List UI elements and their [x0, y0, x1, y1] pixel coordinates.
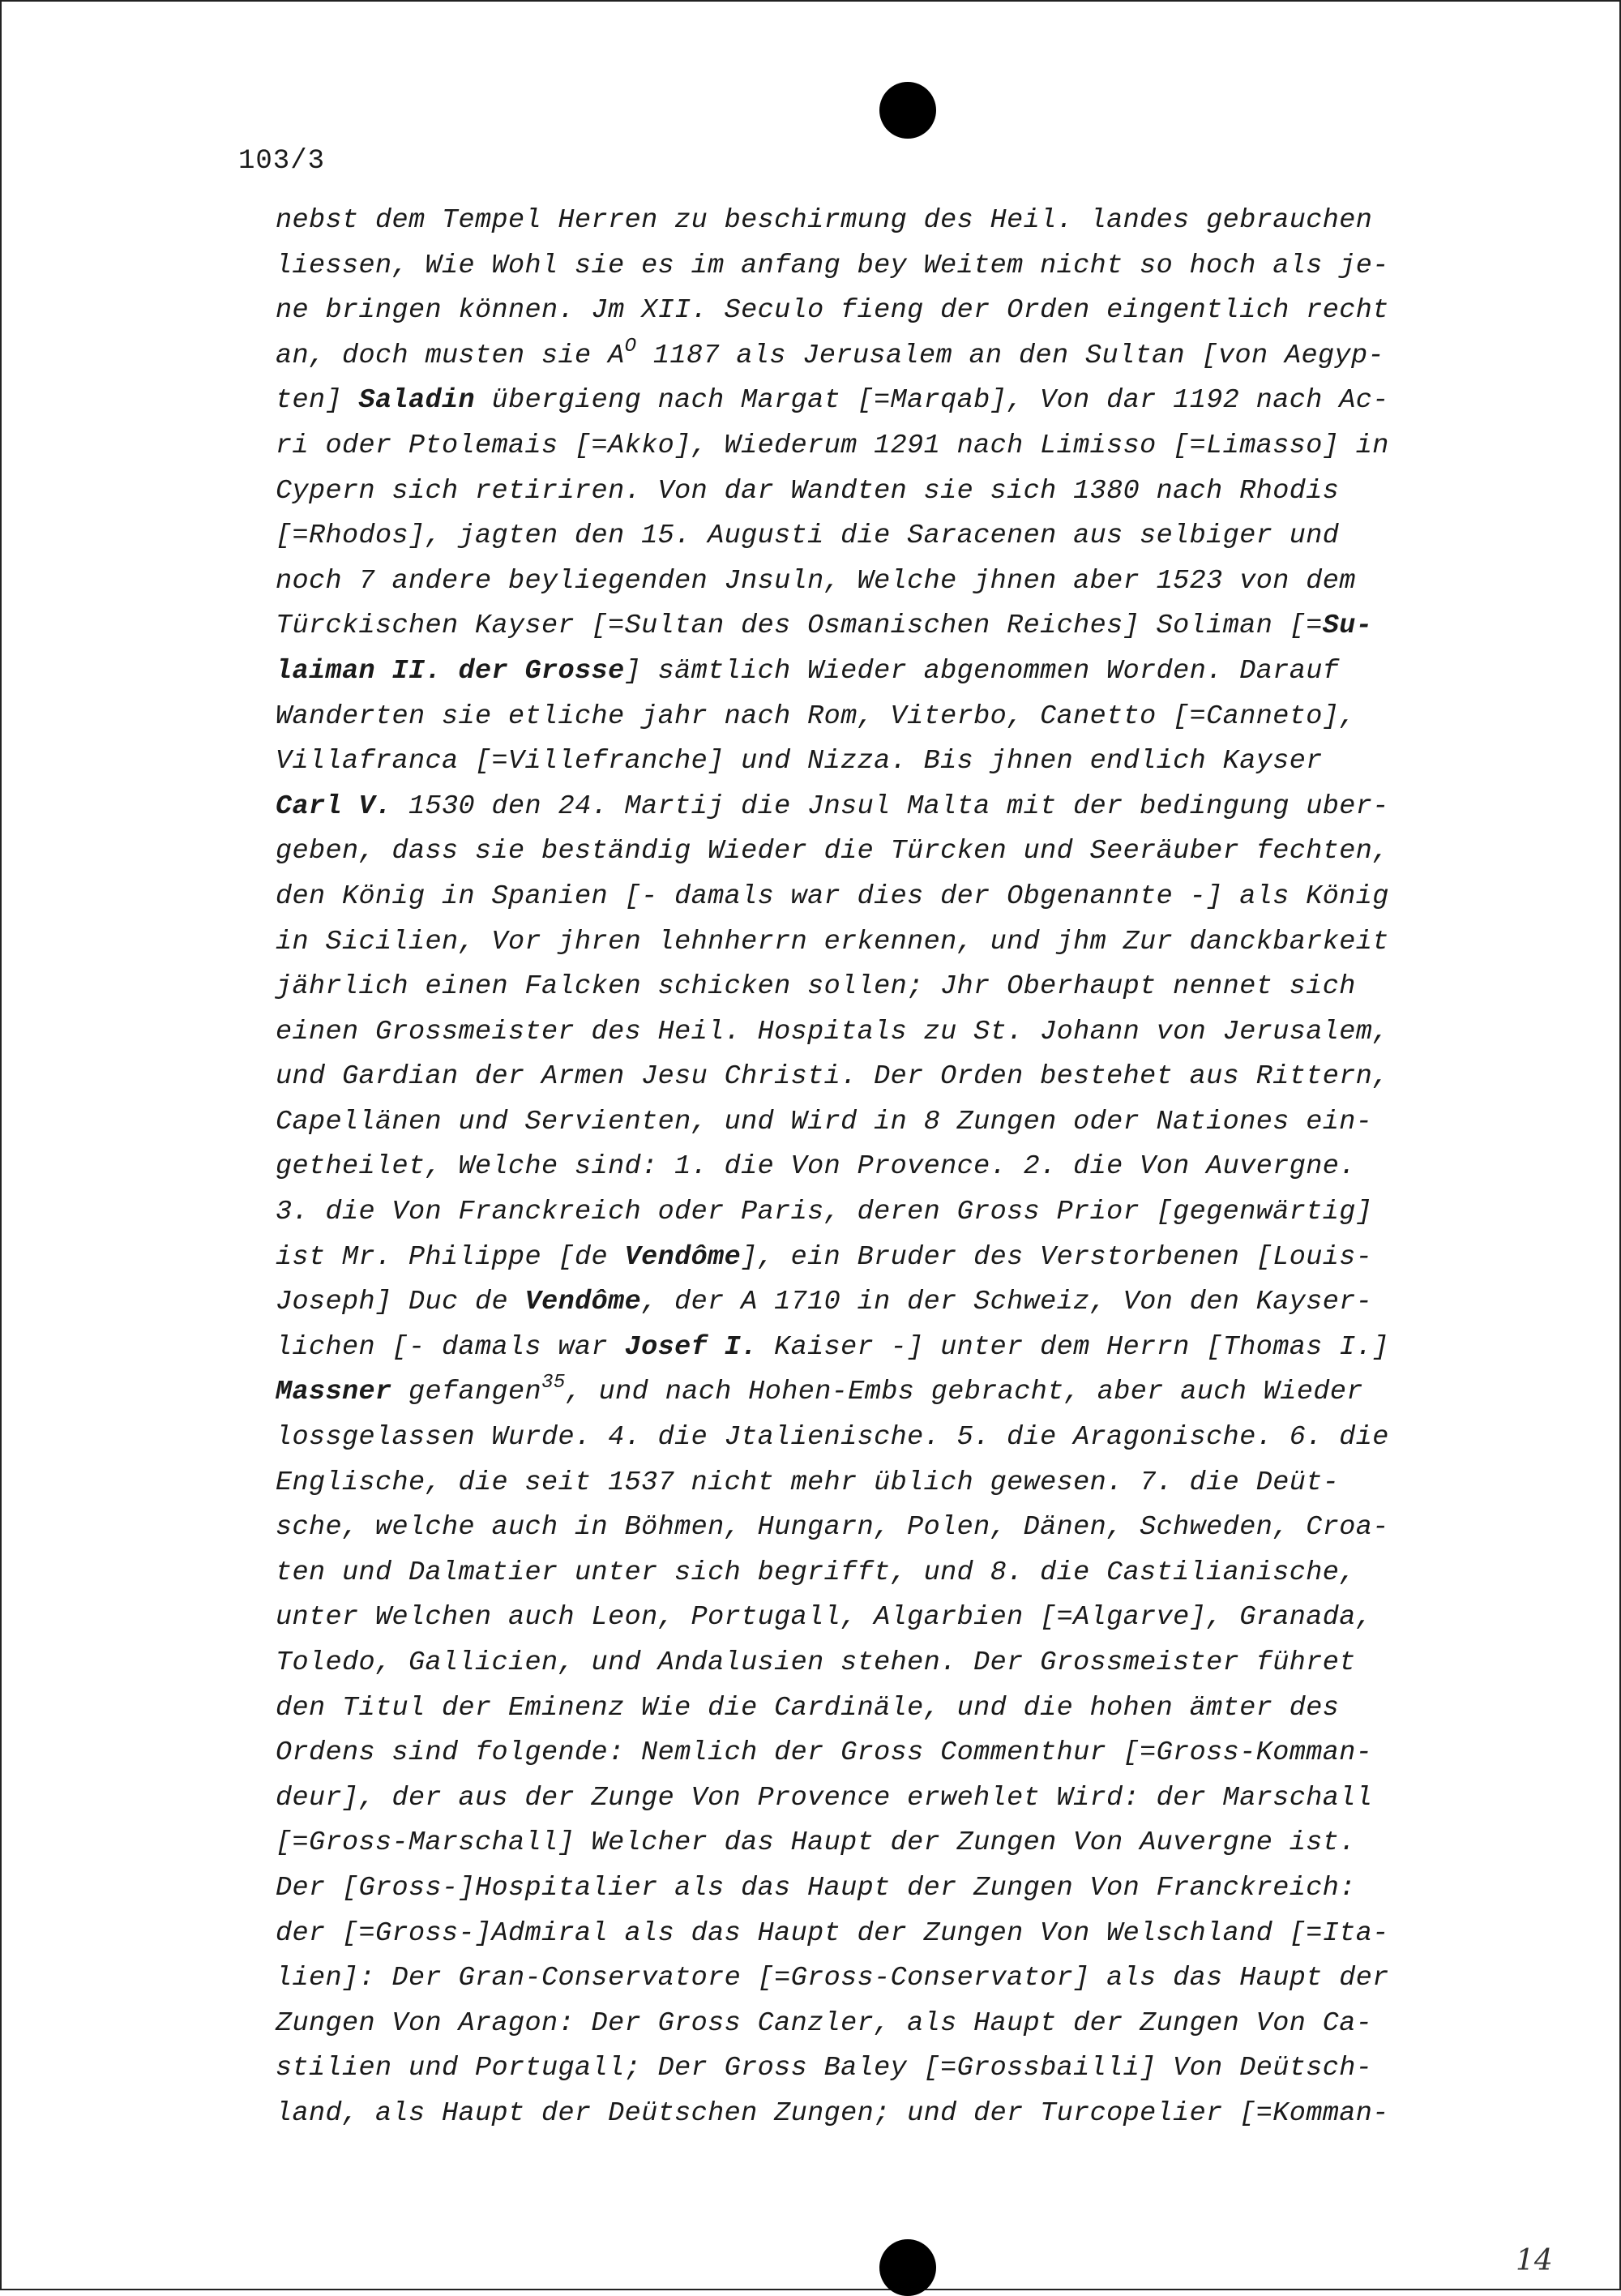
text-line: nebst dem Tempel Herren zu beschirmung des Heil. landes gebrauchen: [276, 205, 1373, 236]
text-line: deur], der aus der Zunge Von Provence erwehlet Wird: der Marschall: [276, 1782, 1373, 1814]
text-line: [=Rhodos], jagten den 15. Augusti die Saracenen aus selbiger und: [276, 520, 1340, 552]
text-segment: ] sämtlich Wieder abgenommen Worden. Darauf: [624, 655, 1340, 687]
text-line: lien]: Der Gran-Conservatore [=Gross-Conservator] als das Haupt der: [276, 1963, 1389, 1994]
text-segment: an, doch musten sie A: [276, 340, 625, 371]
punch-hole-bottom: [879, 2239, 936, 2296]
text-line: noch 7 andere beyliegenden Jnsuln, Welche jhnen aber 1523 von dem: [276, 565, 1356, 597]
text-line: [276, 785, 1467, 830]
text-line: Ordens sind folgende: Nemlich der Gross Commenthur [=Gross-Komman-: [276, 1737, 1373, 1769]
bold-name: Massner: [276, 1377, 392, 1408]
text-line: 3. die Von Franckreich oder Paris, deren Gross Prior [gegenwärtig]: [276, 1197, 1373, 1228]
text-segment: , und nach Hohen-Embs gebracht, aber auch Wieder: [565, 1377, 1363, 1408]
bold-name: Su-: [1322, 610, 1373, 642]
text-segment: , der A 1710 in der Schweiz, Von den Kayser-: [641, 1287, 1373, 1318]
text-line: stilien und Portugall; Der Gross Baley [=Grossbailli] Von Deütsch-: [276, 2053, 1373, 2084]
punch-hole-top: [879, 82, 936, 139]
bold-name: Vendôme: [624, 1241, 742, 1273]
text-line: Cypern sich retiriren. Von dar Wandten sie sich 1380 nach Rhodis: [276, 475, 1340, 507]
page-number: 103/3: [238, 146, 326, 177]
text-line: ten und Dalmatier unter sich begrifft, und 8. die Castilianische,: [276, 1557, 1356, 1588]
bold-name: Vendôme: [524, 1287, 642, 1318]
text-line: [=Gross-Marschall] Welcher das Haupt der Zungen Von Auvergne ist.: [276, 1827, 1356, 1859]
text-line: Villafranca [=Villefranche] und Nizza. Bis jhnen endlich Kayser: [276, 746, 1323, 777]
text-line: ri oder Ptolemais [=Akko], Wiederum 1291 nach Limisso [=Limasso] in: [276, 430, 1389, 461]
bold-name: Saladin: [358, 385, 476, 417]
text-line: Toledo, Gallicien, und Andalusien stehen. Der Grossmeister führet: [276, 1647, 1356, 1678]
text-segment: ist Mr. Philippe [de: [276, 1241, 625, 1273]
text-line: den König in Spanien [- damals war dies der Obgenannte -] als König: [276, 880, 1389, 912]
text-segment: gefangen: [391, 1377, 542, 1408]
text-line: [276, 334, 1467, 379]
text-segment: 1530 den 24. Martij die Jnsul Malta mit der bedingung uber-: [391, 790, 1389, 822]
footnote-marker: 35: [541, 1372, 566, 1394]
text-line: der [=Gross-]Admiral als das Haupt der Zungen Von Welschland [=Ita-: [276, 1917, 1389, 1949]
bold-name: laiman II. der Grosse: [276, 655, 625, 687]
text-line: unter Welchen auch Leon, Portugall, Algarbien [=Algarve], Granada,: [276, 1602, 1373, 1634]
text-line: ne bringen können. Jm XII. Seculo fieng der Orden eingentlich recht: [276, 295, 1389, 327]
text-line: [276, 1326, 1467, 1371]
bold-name: Carl V.: [276, 790, 392, 822]
bold-name: Josef I.: [624, 1331, 758, 1363]
text-line: jährlich einen Falcken schicken sollen; Jhr Oberhaupt nennet sich: [276, 971, 1356, 1003]
text-line: in Sicilien, Vor jhren lehnherrn erkennen, und jhm Zur danckbarkeit: [276, 926, 1389, 957]
text-line: Zungen Von Aragon: Der Gross Canzler, als Haupt der Zungen Von Ca-: [276, 2007, 1373, 2039]
text-line: [276, 649, 1467, 695]
text-segment: Türckischen Kayser [=Sultan des Osmanischen Reiches] Soliman [=: [276, 610, 1323, 642]
text-line: Englische, die seit 1537 nicht mehr üblich gewesen. 7. die Deüt-: [276, 1467, 1340, 1498]
superscript: O: [624, 335, 637, 358]
text-line: lossgelassen Wurde. 4. die Jtalienische. 5. die Aragonische. 6. die: [276, 1422, 1389, 1454]
folio-number: 14: [1516, 2244, 1553, 2277]
text-segment: übergieng nach Margat [=Marqab], Von dar 1192 nach Ac-: [475, 385, 1389, 417]
text-line: land, als Haupt der Deütschen Zungen; und der Turcopelier [=Komman-: [276, 2097, 1389, 2129]
text-segment: 1187 als Jerusalem an den Sultan [von Aegyp-: [636, 340, 1385, 371]
text-line: Der [Gross-]Hospitalier als das Haupt der Zungen Von Franckreich:: [276, 1872, 1356, 1904]
text-line: getheilet, Welche sind: 1. die Von Provence. 2. die Von Auvergne.: [276, 1151, 1356, 1183]
text-segment: Kaiser -] unter dem Herrn [Thomas I.]: [757, 1331, 1389, 1363]
text-line: und Gardian der Armen Jesu Christi. Der Orden bestehet aus Rittern,: [276, 1061, 1389, 1093]
text-line: [276, 1280, 1467, 1326]
document-body: [276, 199, 1467, 2137]
text-line: liessen, Wie Wohl sie es im anfang bey Weitem nicht so hoch als je-: [276, 250, 1389, 281]
text-segment: ], ein Bruder des Verstorbenen [Louis-: [741, 1241, 1373, 1273]
text-line: Wanderten sie etliche jahr nach Rom, Viterbo, Canetto [=Canneto],: [276, 700, 1356, 732]
text-line: einen Grossmeister des Heil. Hospitals zu St. Johann von Jerusalem,: [276, 1016, 1389, 1047]
text-line: [276, 379, 1467, 424]
text-line: [276, 1370, 1467, 1416]
text-line: den Titul der Eminenz Wie die Cardinäle, und die hohen ämter des: [276, 1692, 1340, 1724]
text-segment: lichen [- damals war: [276, 1331, 625, 1363]
text-line: [276, 1236, 1467, 1281]
text-line: [276, 604, 1467, 649]
text-segment: ten]: [276, 385, 359, 417]
text-line: geben, dass sie beständig Wieder die Türcken und Seeräuber fechten,: [276, 836, 1389, 867]
text-line: Capellänen und Servienten, und Wird in 8 Zungen oder Nationes ein-: [276, 1106, 1373, 1137]
text-line: sche, welche auch in Böhmen, Hungarn, Polen, Dänen, Schweden, Croa-: [276, 1512, 1389, 1544]
text-segment: Joseph] Duc de: [276, 1287, 525, 1318]
